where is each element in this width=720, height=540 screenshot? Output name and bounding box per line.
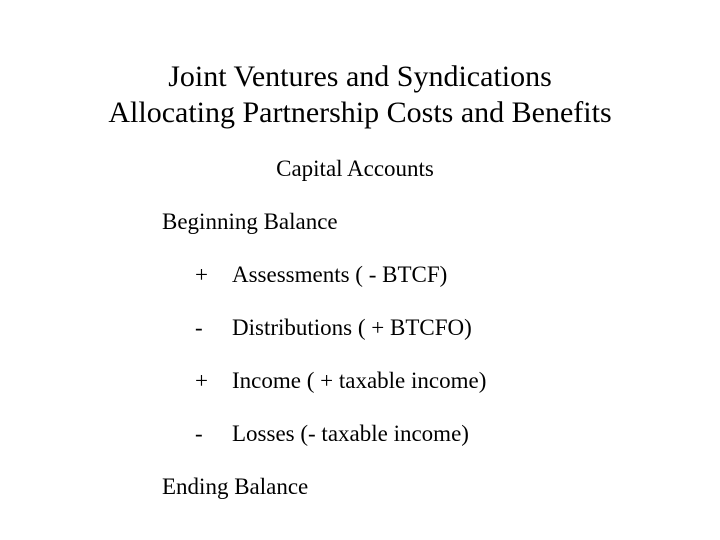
- section-heading: Capital Accounts: [276, 156, 434, 181]
- slide-title: Joint Ventures and Syndications: [168, 60, 552, 93]
- plus-operator: +: [195, 368, 208, 393]
- ending-balance-label: Ending Balance: [162, 474, 309, 499]
- slide-subtitle: Allocating Partnership Costs and Benefits: [108, 96, 612, 129]
- minus-operator: -: [195, 421, 203, 446]
- list-item-text: Income ( + taxable income): [232, 368, 487, 393]
- minus-operator: -: [195, 315, 203, 340]
- plus-operator: +: [195, 262, 208, 287]
- list-item-text: Losses (- taxable income): [232, 421, 469, 446]
- beginning-balance-label: Beginning Balance: [162, 209, 338, 234]
- list-item-text: Assessments ( - BTCF): [232, 262, 448, 287]
- list-item-text: Distributions ( + BTCFO): [232, 315, 472, 340]
